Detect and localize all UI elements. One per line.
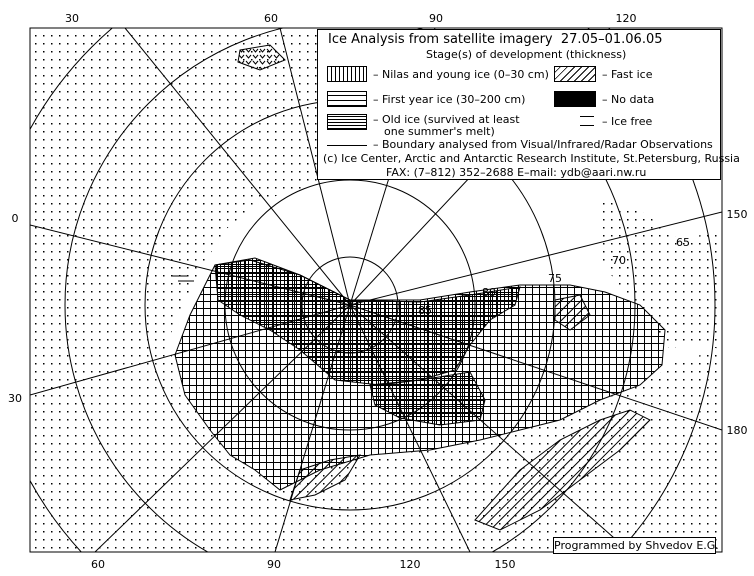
swatch-nilas <box>327 66 367 82</box>
lat-label: 85 <box>418 304 432 317</box>
swatch-no-data <box>554 91 596 107</box>
legend-nilas: – Nilas and young ice (0–30 cm) <box>373 68 549 81</box>
swatch-fast-ice <box>554 66 596 82</box>
tick-top: 60 <box>264 12 278 25</box>
legend-title <box>328 33 663 47</box>
credit-box: Programmed by Shvedov E.G. <box>554 539 719 552</box>
swatch-ice-free <box>580 116 594 126</box>
tick-left: 0 <box>11 212 19 225</box>
legend-fast-ice: – Fast ice <box>602 68 653 81</box>
legend-dates: 27.05–01.06.05 <box>560 32 663 47</box>
lat-label: 65 <box>676 236 690 249</box>
legend-old-ice-1: – Old ice (survived at least <box>373 113 520 126</box>
tick-bottom: 90 <box>267 558 281 571</box>
tick-right: 150 <box>726 208 748 221</box>
tick-left: 30 <box>8 392 22 405</box>
tick-top: 30 <box>65 12 79 25</box>
swatch-old-ice <box>327 114 367 130</box>
swatch-first-year <box>327 91 367 107</box>
tick-bottom: 150 <box>494 558 516 571</box>
legend-ice-free: – Ice free <box>602 115 653 128</box>
lat-label: 75 <box>548 272 562 285</box>
tick-right: 180 <box>726 424 748 437</box>
legend-first-year: – First year ice (30–200 cm) <box>373 93 526 106</box>
legend-panel <box>317 29 740 180</box>
tick-bottom: 120 <box>399 558 421 571</box>
swatch-boundary <box>327 145 367 146</box>
legend-copyright: (c) Ice Center, Arctic and Antarctic Research Institute, St.Petersburg, Russia <box>323 152 740 165</box>
legend-no-data: – No data <box>602 93 655 106</box>
legend-title-text: Ice Analysis from satellite imagery <box>328 32 553 47</box>
legend-boundary: – Boundary analysed from Visual/Infrared/Radar Observations <box>373 138 713 151</box>
legend-subtitle: Stage(s) of development (thickness) <box>426 48 627 61</box>
lat-label: 70 <box>612 254 626 267</box>
legend-contact: FAX: (7–812) 352–2688 E–mail: ydb@aari.nw.ru <box>386 166 647 179</box>
tick-top: 90 <box>429 12 443 25</box>
tick-top: 120 <box>615 12 637 25</box>
legend-old-ice-2: one summer's melt) <box>384 125 495 138</box>
tick-bottom: 60 <box>91 558 105 571</box>
lat-label: 80 <box>482 286 496 299</box>
